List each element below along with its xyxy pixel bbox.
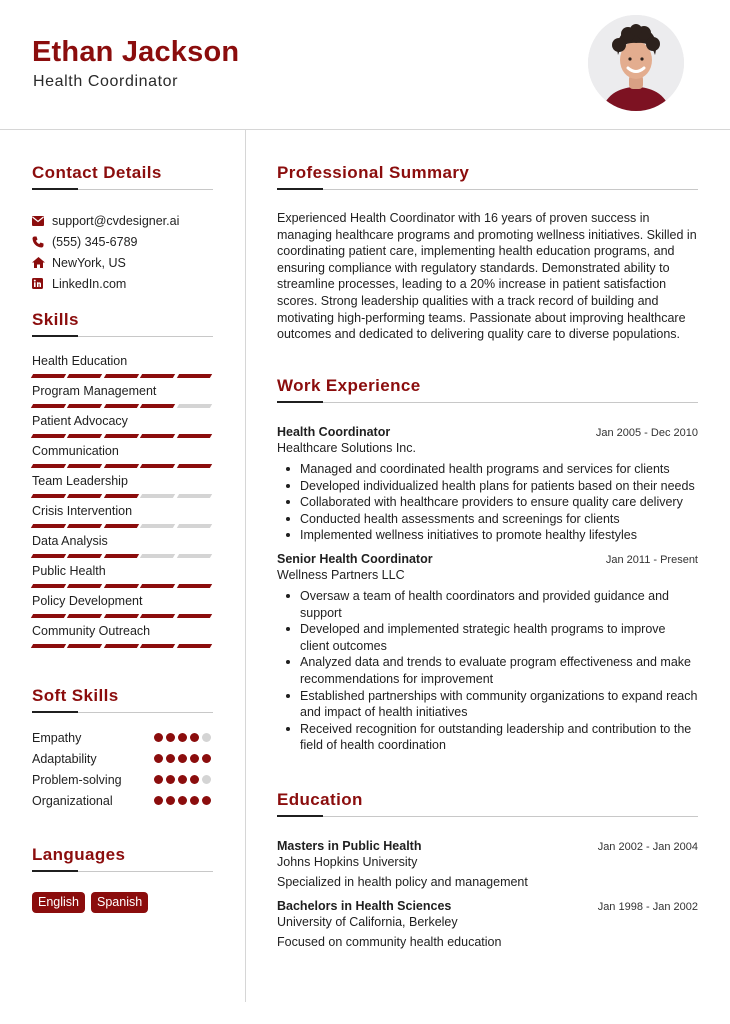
soft-skill-item — [32, 748, 213, 769]
school: University of California, Berkeley — [277, 915, 458, 929]
skill-level-segment — [104, 404, 140, 408]
contact-text: support@cvdesigner.ai — [52, 213, 180, 228]
skill-level-segment — [67, 644, 103, 648]
profile-photo — [588, 15, 684, 111]
rating-dot — [190, 733, 199, 742]
soft-skill-item — [32, 769, 213, 790]
skill-item — [32, 593, 213, 623]
linkedin-icon — [32, 278, 52, 289]
section-title: Languages — [32, 845, 126, 864]
rating-dot — [178, 754, 187, 763]
skill-label: Data Analysis — [32, 534, 108, 548]
skill-level-segment — [31, 374, 67, 378]
job-bullet: Conducted health assessments and screenings for clients — [277, 511, 698, 528]
experience-section — [277, 376, 698, 754]
skill-item — [32, 383, 213, 413]
skill-level-segment — [67, 614, 103, 618]
skill-level-segment — [31, 554, 67, 558]
rating-dot — [166, 796, 175, 805]
candidate-title: Health Coordinator — [33, 73, 179, 90]
contact-linkedin[interactable] — [32, 273, 213, 294]
section-title: Work Experience — [277, 376, 421, 395]
skill-level-segment — [176, 524, 212, 528]
skill-level-segment — [67, 554, 103, 558]
skill-level-segment — [176, 374, 212, 378]
skill-level-segment — [104, 614, 140, 618]
skill-level-bar — [32, 404, 213, 408]
phone-icon — [32, 236, 52, 248]
skill-item — [32, 413, 213, 443]
skill-level-segment — [104, 554, 140, 558]
soft-skill-label: Problem-solving — [32, 772, 122, 787]
skill-level-segment — [140, 434, 176, 438]
rating-dot — [202, 754, 211, 763]
section-rule — [277, 189, 698, 190]
skill-level-bar — [32, 374, 213, 378]
contact-location — [32, 252, 213, 273]
skill-level-bar — [32, 554, 213, 558]
skill-level-segment — [67, 434, 103, 438]
job-bullet: Managed and coordinated health programs and services for clients — [277, 461, 698, 478]
contact-section — [32, 163, 213, 294]
job-bullet: Oversaw a team of health coordinators and provided guidance and support — [277, 588, 698, 621]
education-description: Specialized in health policy and management — [277, 875, 528, 889]
section-rule — [32, 336, 213, 337]
skill-level-segment — [31, 584, 67, 588]
languages-section — [32, 845, 213, 913]
contact-text: (555) 345-6789 — [52, 234, 138, 249]
skill-level-segment — [67, 374, 103, 378]
skill-level-bar — [32, 614, 213, 618]
job-bullet: Implemented wellness initiatives to promote healthy lifestyles — [277, 527, 698, 544]
soft-skill-label: Empathy — [32, 730, 82, 745]
skill-level-segment — [31, 644, 67, 648]
summary-text: Experienced Health Coordinator with 16 years of proven success in managing healthcare programs and promoting wellness initiatives. Skilled in coordinating patient care, implementing health education programs, and ensuring compliance with regulatory standards. Demonstrated ability to streamline processes, leading to a 20% increase in patient satisfaction scores. Strong leadership qualities with a track record of building and motivating high-performing teams. Passionate about improving healthcare outcomes and dedicated to delivering quality care to diverse populations. — [277, 211, 697, 342]
rating-dot — [190, 775, 199, 784]
degree: Masters in Public Health — [277, 839, 422, 853]
skill-level-segment — [140, 584, 176, 588]
contact-text: LinkedIn.com — [52, 276, 127, 291]
rating-dot — [166, 733, 175, 742]
job-bullet: Received recognition for outstanding leadership and contribution to the field of health coordination — [277, 721, 698, 754]
skill-level-segment — [176, 404, 212, 408]
skill-level-segment — [104, 584, 140, 588]
skill-level-segment — [140, 614, 176, 618]
envelope-icon — [32, 216, 52, 226]
skill-label: Program Management — [32, 384, 157, 398]
section-title: Contact Details — [32, 163, 162, 182]
skill-label: Community Outreach — [32, 624, 151, 638]
skill-level-segment — [176, 644, 212, 648]
rating-dot — [154, 733, 163, 742]
soft-skill-rating — [154, 754, 213, 763]
soft-skill-item — [32, 790, 213, 811]
skill-level-bar — [32, 434, 213, 438]
section-rule — [277, 402, 698, 403]
rating-dot — [202, 796, 211, 805]
skill-level-segment — [140, 464, 176, 468]
skill-label: Health Education — [32, 354, 128, 368]
skill-level-segment — [104, 374, 140, 378]
skill-label: Team Leadership — [32, 474, 128, 488]
soft-skills-section — [32, 686, 213, 811]
soft-skill-rating — [154, 733, 213, 742]
soft-skill-label: Adaptability — [32, 751, 97, 766]
skill-level-bar — [32, 584, 213, 588]
skill-level-bar — [32, 464, 213, 468]
skill-level-segment — [31, 404, 67, 408]
skill-label: Public Health — [32, 564, 106, 578]
skill-level-segment — [31, 494, 67, 498]
skill-level-bar — [32, 494, 213, 498]
job-bullet: Analyzed data and trends to evaluate program effectiveness and make recommendations for improvement — [277, 654, 698, 687]
job-company: Healthcare Solutions Inc. — [277, 441, 416, 455]
job-dates: Jan 2011 - Present — [605, 553, 698, 566]
rating-dot — [166, 775, 175, 784]
skill-level-segment — [104, 494, 140, 498]
section-title: Skills — [32, 310, 79, 329]
education-entry — [277, 839, 698, 889]
skill-level-segment — [67, 494, 103, 498]
skill-level-segment — [176, 494, 212, 498]
rating-dot — [178, 733, 187, 742]
skill-level-segment — [140, 374, 176, 378]
job-role: Health Coordinator — [277, 425, 391, 439]
skill-level-segment — [104, 464, 140, 468]
section-title: Professional Summary — [277, 163, 470, 182]
soft-skill-rating — [154, 775, 213, 784]
skill-level-segment — [31, 614, 67, 618]
rating-dot — [178, 775, 187, 784]
skill-level-segment — [176, 584, 212, 588]
language-tags — [32, 892, 213, 913]
section-rule — [32, 712, 213, 713]
rating-dot — [154, 775, 163, 784]
skill-level-segment — [67, 524, 103, 528]
skill-label: Communication — [32, 444, 119, 458]
contact-phone[interactable] — [32, 231, 213, 252]
skill-item — [32, 563, 213, 593]
job-bullets — [277, 588, 698, 754]
education-entry — [277, 899, 698, 949]
soft-skills-list — [32, 727, 213, 811]
soft-skill-label: Organizational — [32, 793, 113, 808]
contact-list — [32, 210, 213, 294]
skill-level-segment — [31, 434, 67, 438]
rating-dot — [202, 733, 211, 742]
education-description: Focused on community health education — [277, 935, 502, 949]
rating-dot — [154, 754, 163, 763]
skill-item — [32, 503, 213, 533]
job-role: Senior Health Coordinator — [277, 551, 433, 566]
section-rule — [32, 871, 213, 872]
job-bullet: Established partnerships with community organizations to expand reach and impact of health initiatives — [277, 688, 698, 721]
section-rule — [32, 189, 213, 190]
skill-label: Crisis Intervention — [32, 504, 133, 518]
skill-item — [32, 353, 213, 383]
skill-level-bar — [32, 524, 213, 528]
job-bullet: Collaborated with healthcare providers to ensure quality care delivery — [277, 494, 698, 511]
language-tag: Spanish — [91, 892, 148, 913]
job-bullets — [277, 461, 698, 544]
rating-dot — [202, 775, 211, 784]
column-divider — [245, 130, 246, 1002]
education-dates: Jan 2002 - Jan 2004 — [597, 841, 698, 853]
summary-section — [277, 163, 698, 343]
education-section — [277, 790, 698, 949]
skills-section — [32, 310, 213, 653]
skill-level-segment — [176, 554, 212, 558]
skill-level-bar — [32, 644, 213, 648]
job-bullet: Developed and implemented strategic health programs to improve client outcomes — [277, 621, 698, 654]
contact-text: NewYork, US — [52, 255, 126, 270]
skill-level-segment — [140, 494, 176, 498]
skill-level-segment — [104, 434, 140, 438]
skill-level-segment — [140, 554, 176, 558]
section-title: Soft Skills — [32, 686, 119, 705]
soft-skill-rating — [154, 796, 213, 805]
resume-header — [0, 0, 730, 130]
skill-item — [32, 533, 213, 563]
skill-level-segment — [176, 464, 212, 468]
home-icon — [32, 257, 52, 268]
job-company: Wellness Partners LLC — [277, 567, 405, 582]
skill-level-segment — [67, 404, 103, 408]
degree: Bachelors in Health Sciences — [277, 899, 452, 913]
rating-dot — [166, 754, 175, 763]
skill-level-segment — [176, 614, 212, 618]
skill-level-segment — [140, 404, 176, 408]
contact-email[interactable] — [32, 210, 213, 231]
skill-level-segment — [104, 644, 140, 648]
section-rule — [277, 816, 698, 817]
education-dates: Jan 1998 - Jan 2002 — [597, 901, 698, 913]
skill-level-segment — [176, 434, 212, 438]
skill-level-segment — [31, 464, 67, 468]
skill-item — [32, 473, 213, 503]
skills-list — [32, 353, 213, 653]
soft-skill-item — [32, 727, 213, 748]
skill-level-segment — [31, 524, 67, 528]
section-title: Education — [277, 790, 363, 809]
skill-item — [32, 443, 213, 473]
skill-item — [32, 623, 213, 653]
rating-dot — [190, 796, 199, 805]
job-dates: Jan 2005 - Dec 2010 — [595, 427, 698, 439]
skill-level-segment — [67, 464, 103, 468]
skill-level-segment — [140, 644, 176, 648]
job-bullet: Developed individualized health plans for patients based on their needs — [277, 478, 698, 495]
rating-dot — [154, 796, 163, 805]
school: Johns Hopkins University — [277, 855, 418, 869]
skill-level-segment — [140, 524, 176, 528]
rating-dot — [190, 754, 199, 763]
person-avatar-icon — [588, 15, 684, 111]
job-entry — [277, 425, 698, 544]
skill-label: Patient Advocacy — [32, 414, 128, 428]
candidate-name: Ethan Jackson — [32, 36, 240, 68]
skill-level-segment — [67, 584, 103, 588]
job-entry — [277, 552, 698, 754]
skill-label: Policy Development — [32, 594, 143, 608]
language-tag: English — [32, 892, 85, 913]
rating-dot — [178, 796, 187, 805]
skill-level-segment — [104, 524, 140, 528]
